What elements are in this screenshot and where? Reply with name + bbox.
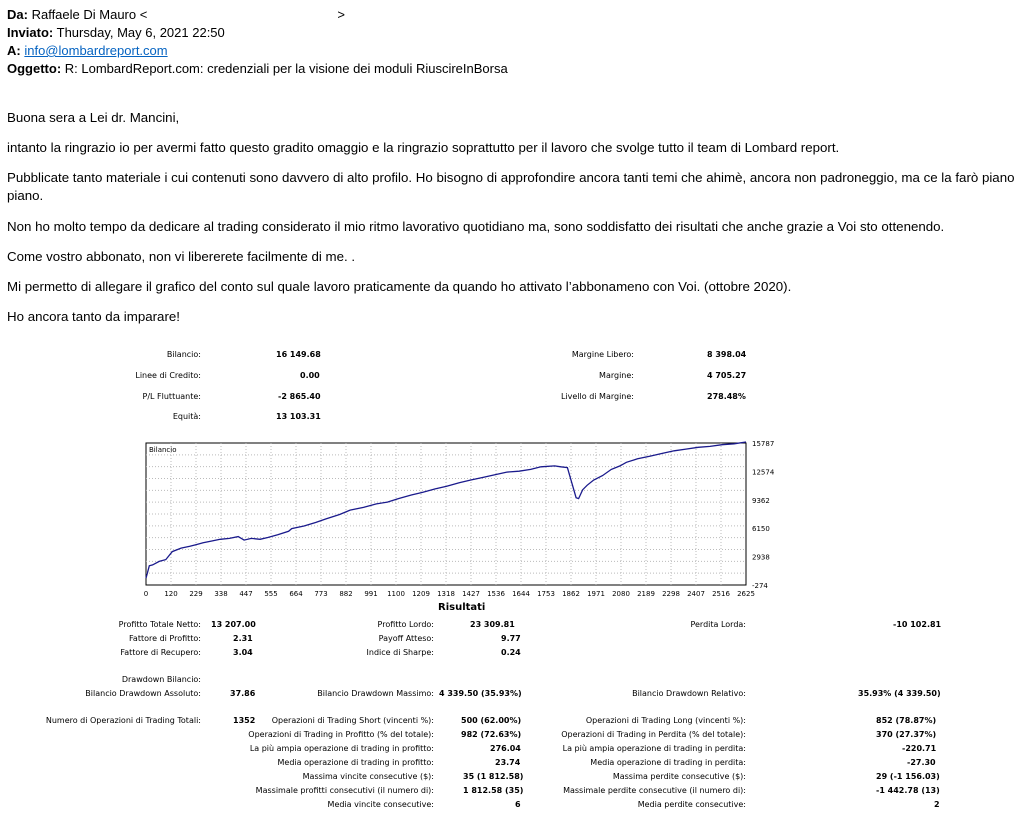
floating-pl-value: -2 865.40 — [278, 392, 321, 401]
chart-title: Bilancio — [149, 446, 177, 454]
gross-profit-value: 23 309.81 — [470, 620, 515, 629]
chart-x-tick-label: 1971 — [587, 590, 605, 598]
chart-x-tick-label: 773 — [314, 590, 328, 598]
dd-abs-label: Bilancio Drawdown Assoluto: — [85, 689, 201, 698]
body-paragraph-6: Ho ancora tanto da imparare! — [7, 309, 180, 324]
from-value: Raffaele Di Mauro < — [31, 7, 148, 22]
chart-y-tick-label: 6150 — [752, 525, 770, 534]
from-line — [7, 7, 345, 23]
profit-trades-value: 982 (72.63%) — [461, 730, 522, 739]
results-title: Risultati — [438, 602, 486, 613]
max-win-label: Massima vincite consecutive ($): — [302, 772, 434, 781]
floating-pl-label: P/L Fluttuante: — [142, 392, 201, 401]
subject-value: R: LombardReport.com: credenziali per la visione dei moduli RiuscireInBorsa — [64, 61, 508, 76]
chart-x-tick-label: 229 — [189, 590, 203, 598]
largest-profit-label: La più ampia operazione di trading in profitto: — [249, 744, 434, 753]
max-loss-cons-label: Massimale perdite consecutive (il numero di): — [563, 786, 746, 795]
margin-level-value: 278.48% — [707, 392, 746, 401]
long-trades-value: 852 (78.87%) — [876, 716, 937, 725]
chart-y-tick-label: 15787 — [752, 440, 775, 448]
to-email-link[interactable]: info@lombardreport.com — [24, 43, 168, 58]
chart-x-tick-label: 1209 — [412, 590, 430, 598]
max-loss-label: Massima perdite consecutive ($): — [612, 772, 746, 781]
avg-profit-label: Media operazione di trading in profitto: — [277, 758, 434, 767]
short-trades-value: 500 (62.00%) — [461, 716, 522, 725]
avg-loss-cons-label: Media perdite consecutive: — [637, 800, 746, 809]
chart-x-tick-label: 664 — [289, 590, 303, 598]
credit-label: Linee di Credito: — [135, 371, 201, 380]
body-paragraph-4: Come vostro abbonato, non vi libererete facilmente di me. . — [7, 249, 356, 264]
net-profit-label: Profitto Totale Netto: — [118, 620, 201, 629]
chart-x-tick-label: 0 — [143, 590, 149, 598]
chart-x-tick-label: 1536 — [487, 590, 505, 598]
body-paragraph-3: Non ho molto tempo da dedicare al trading considerato il mio ritmo lavorativo quotidiano ma, sono soddisfatto dei risultati che anche grazie a Voi sto ottenendo. — [7, 219, 945, 234]
total-trades-value: 1352 — [233, 716, 256, 725]
chart-y-tick-label: 9362 — [752, 496, 770, 505]
chart-x-tick-label: 2189 — [637, 590, 655, 598]
chart-x-tick-label: 2298 — [662, 590, 680, 598]
max-loss-value: 29 (-1 156.03) — [876, 772, 940, 781]
payoff-label: Payoff Atteso: — [378, 634, 434, 643]
profit-factor-label: Fattore di Profitto: — [129, 634, 201, 643]
chart-y-tick-label: 12574 — [752, 468, 775, 477]
net-profit-value: 13 207.00 — [211, 620, 256, 629]
chart-x-tick-label: 447 — [239, 590, 253, 598]
payoff-value: 9.77 — [501, 634, 521, 643]
from-label: Da: — [7, 7, 28, 22]
chart-x-tick-label: 1318 — [437, 590, 455, 598]
loss-trades-value: 370 (27.37%) — [876, 730, 937, 739]
avg-loss-cons-value: 2 — [934, 800, 940, 809]
free-margin-label: Margine Libero: — [571, 350, 634, 359]
chart-x-tick-label: 1427 — [462, 590, 480, 598]
dd-max-label: Bilancio Drawdown Massimo: — [317, 689, 434, 698]
gross-loss-value: -10 102.81 — [893, 620, 942, 629]
largest-profit-value: 276.04 — [490, 744, 521, 753]
margin-label: Margine: — [599, 371, 634, 380]
avg-win-cons-label: Media vincite consecutive: — [327, 800, 434, 809]
sharpe-value: 0.24 — [501, 648, 521, 657]
from-end: > — [337, 7, 345, 22]
subject-label: Oggetto: — [7, 61, 62, 76]
dd-max-value: 4 339.50 (35.93%) — [439, 689, 522, 698]
chart-x-tick-label: 1862 — [562, 590, 580, 598]
chart-x-tick-label: 2080 — [612, 590, 630, 598]
body-paragraph-5: Mi permetto di allegare il grafico del conto sul quale lavoro praticamente da quando ho attivato l’abbonameno con Voi. (ottobre 2020). — [7, 279, 792, 294]
chart-x-tick-label: 2407 — [687, 590, 705, 598]
max-loss-cons-value: -1 442.78 (13) — [876, 786, 940, 795]
sent-value: Thursday, May 6, 2021 22:50 — [56, 25, 225, 40]
redacted-email — [147, 10, 337, 22]
sharpe-label: Indice di Sharpe: — [366, 648, 434, 657]
profit-trades-label: Operazioni di Trading in Profitto (% del totale): — [248, 730, 434, 739]
body-paragraph-2: Pubblicate tanto materiale i cui contenuti sono davvero di alto profilo. Ho bisogno di approfondire ancora tanti temi che ahimè, ancora non padroneggio, ma ce la farò piano piano. — [7, 170, 1015, 203]
chart-x-tick-label: 2625 — [737, 590, 755, 598]
gross-loss-label: Perdita Lorda: — [690, 620, 746, 629]
chart-x-tick-label: 1753 — [537, 590, 555, 598]
largest-loss-value: -220.71 — [902, 744, 937, 753]
avg-loss-label: Media operazione di trading in perdita: — [590, 758, 746, 767]
subject-line — [7, 61, 508, 77]
loss-trades-label: Operazioni di Trading in Perdita (% del totale): — [561, 730, 746, 739]
body-paragraph-1: intanto la ringrazio io per avermi fatto questo gradito omaggio e la ringrazio soprattutto per il lavoro che svolge tutto il team di Lombard report. — [7, 140, 840, 155]
chart-x-tick-label: 882 — [339, 590, 353, 598]
chart-y-tick-label: 2938 — [752, 553, 770, 562]
chart-x-tick-label: 1100 — [387, 590, 405, 598]
chart-x-tick-label: 2516 — [712, 590, 730, 598]
balance-value: 16 149.68 — [276, 350, 321, 359]
avg-profit-value: 23.74 — [495, 758, 521, 767]
recovery-value: 3.04 — [233, 648, 253, 657]
avg-loss-value: -27.30 — [907, 758, 936, 767]
equity-label: Equità: — [172, 412, 201, 421]
to-label: A: — [7, 43, 21, 58]
margin-value: 4 705.27 — [707, 371, 747, 380]
dd-rel-label: Bilancio Drawdown Relativo: — [632, 689, 746, 698]
gross-profit-label: Profitto Lordo: — [377, 620, 434, 629]
max-profit-cons-value: 1 812.58 (35) — [463, 786, 524, 795]
max-win-value: 35 (1 812.58) — [463, 772, 524, 781]
chart-x-tick-label: 991 — [364, 590, 378, 598]
free-margin-value: 8 398.04 — [707, 350, 747, 359]
total-trades-label: Numero di Operazioni di Trading Totali: — [45, 716, 201, 725]
sent-line — [7, 25, 225, 41]
max-profit-cons-label: Massimale profitti consecutivi (il numero di): — [255, 786, 434, 795]
body-greeting: Buona sera a Lei dr. Mancini, — [7, 110, 180, 125]
to-line — [7, 43, 168, 59]
chart-x-tick-label: 120 — [164, 590, 178, 598]
chart-y-tick-label: -274 — [752, 582, 768, 590]
chart-x-tick-label: 1644 — [512, 590, 530, 598]
balance-chart — [143, 440, 783, 602]
chart-x-tick-label: 555 — [264, 590, 278, 598]
sent-label: Inviato: — [7, 25, 54, 40]
short-trades-label: Operazioni di Trading Short (vincenti %): — [271, 716, 434, 725]
balance-label: Bilancio: — [166, 350, 201, 359]
long-trades-label: Operazioni di Trading Long (vincenti %): — [585, 716, 746, 725]
profit-factor-value: 2.31 — [233, 634, 253, 643]
recovery-label: Fattore di Recupero: — [120, 648, 201, 657]
margin-level-label: Livello di Margine: — [560, 392, 634, 401]
drawdown-label: Drawdown Bilancio: — [121, 675, 201, 684]
equity-value: 13 103.31 — [276, 412, 321, 421]
largest-loss-label: La più ampia operazione di trading in perdita: — [562, 744, 746, 753]
avg-win-cons-value: 6 — [515, 800, 521, 809]
dd-abs-value: 37.86 — [230, 689, 256, 698]
dd-rel-value: 35.93% (4 339.50) — [858, 689, 941, 698]
credit-value: 0.00 — [300, 371, 320, 380]
chart-x-tick-label: 338 — [214, 590, 228, 598]
